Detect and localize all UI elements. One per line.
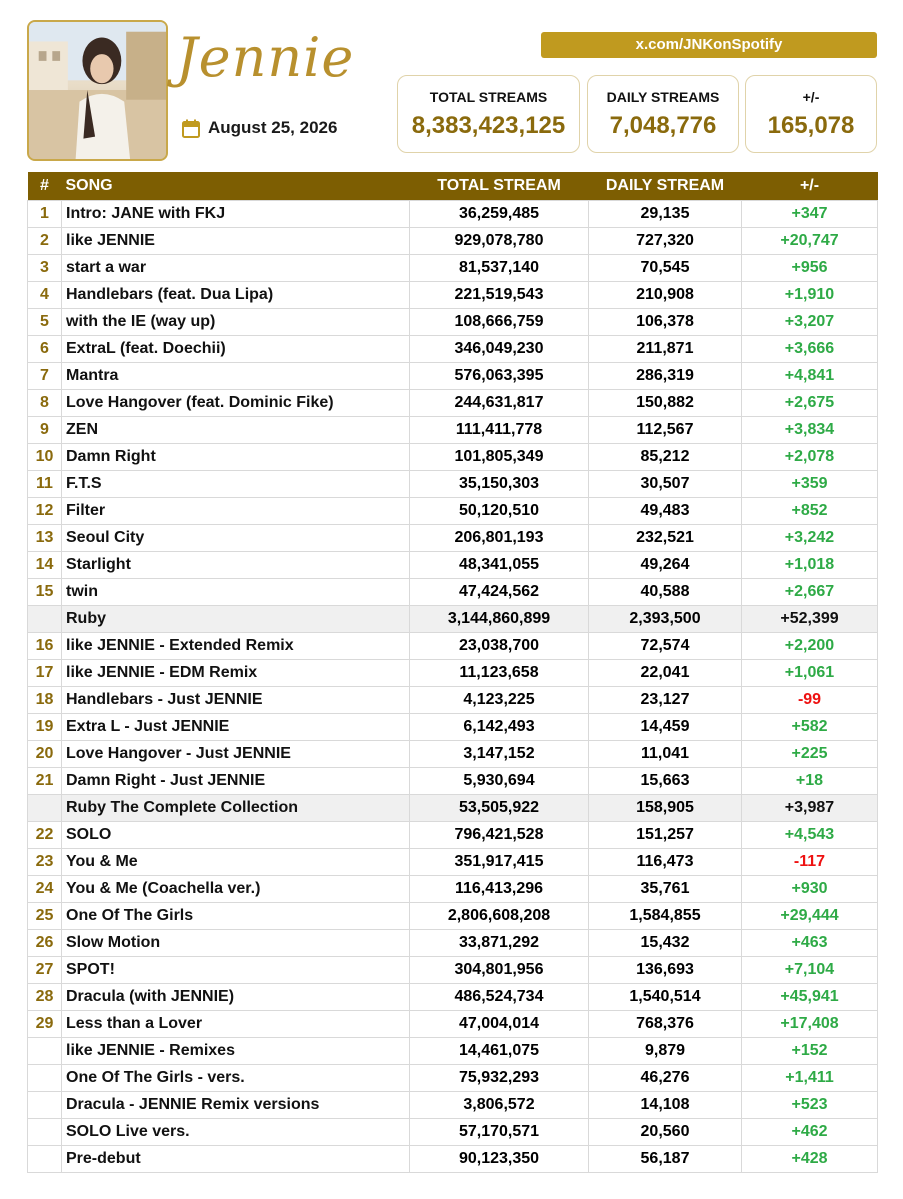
song-title-cell: One Of The Girls — [62, 902, 410, 929]
table-row — [28, 524, 878, 551]
change-cell: +4,841 — [742, 362, 878, 389]
table-row — [28, 659, 878, 686]
song-title-cell: You & Me — [62, 848, 410, 875]
song-title-cell: Ruby — [62, 605, 410, 632]
daily-stream-cell: 106,378 — [589, 308, 742, 335]
rank-cell: 8 — [28, 389, 62, 416]
table-row — [28, 1064, 878, 1091]
rank-cell: 21 — [28, 767, 62, 794]
daily-streams-card — [587, 75, 739, 153]
rank-cell: 23 — [28, 848, 62, 875]
total-stream-cell: 486,524,734 — [410, 983, 589, 1010]
song-title-cell: SOLO Live vers. — [62, 1118, 410, 1145]
daily-stream-cell: 72,574 — [589, 632, 742, 659]
daily-stream-cell: 9,879 — [589, 1037, 742, 1064]
daily-stream-cell: 158,905 — [589, 794, 742, 821]
column-header-total-stream: TOTAL STREAM — [410, 172, 589, 200]
change-cell: +3,666 — [742, 335, 878, 362]
daily-stream-cell: 20,560 — [589, 1118, 742, 1145]
calendar-icon — [182, 119, 200, 138]
table-row — [28, 362, 878, 389]
table-row — [28, 551, 878, 578]
rank-cell: 27 — [28, 956, 62, 983]
rank-cell: 20 — [28, 740, 62, 767]
song-title-cell: Mantra — [62, 362, 410, 389]
column-header-daily-stream: DAILY STREAM — [589, 172, 742, 200]
change-cell: +2,078 — [742, 443, 878, 470]
total-stream-cell: 90,123,350 — [410, 1145, 589, 1172]
change-cell: +359 — [742, 470, 878, 497]
daily-stream-cell: 35,761 — [589, 875, 742, 902]
change-value: 165,078 — [767, 112, 855, 139]
total-stream-cell: 111,411,778 — [410, 416, 589, 443]
total-stream-cell: 244,631,817 — [410, 389, 589, 416]
song-title-cell: One Of The Girls - vers. — [62, 1064, 410, 1091]
total-stream-cell: 57,170,571 — [410, 1118, 589, 1145]
change-cell: +2,667 — [742, 578, 878, 605]
song-title-cell: Extra L - Just JENNIE — [62, 713, 410, 740]
daily-stream-cell: 136,693 — [589, 956, 742, 983]
change-cell: +930 — [742, 875, 878, 902]
daily-stream-cell: 40,588 — [589, 578, 742, 605]
song-title-cell: Less than a Lover — [62, 1010, 410, 1037]
rank-cell: 26 — [28, 929, 62, 956]
rank-cell: 24 — [28, 875, 62, 902]
daily-stream-cell: 1,584,855 — [589, 902, 742, 929]
total-stream-cell: 5,930,694 — [410, 767, 589, 794]
table-row — [28, 497, 878, 524]
daily-stream-cell: 727,320 — [589, 227, 742, 254]
change-label: +/- — [802, 89, 820, 105]
streams-table — [27, 172, 878, 1173]
total-stream-cell: 4,123,225 — [410, 686, 589, 713]
rank-cell: 16 — [28, 632, 62, 659]
rank-cell: 28 — [28, 983, 62, 1010]
table-row — [28, 308, 878, 335]
change-cell: +852 — [742, 497, 878, 524]
total-stream-cell: 351,917,415 — [410, 848, 589, 875]
total-stream-cell: 796,421,528 — [410, 821, 589, 848]
change-cell: +523 — [742, 1091, 878, 1118]
total-stream-cell: 35,150,303 — [410, 470, 589, 497]
song-title-cell: Starlight — [62, 551, 410, 578]
change-cell: +1,018 — [742, 551, 878, 578]
song-title-cell: Filter — [62, 497, 410, 524]
total-stream-cell: 2,806,608,208 — [410, 902, 589, 929]
daily-stream-cell: 49,264 — [589, 551, 742, 578]
daily-stream-cell: 150,882 — [589, 389, 742, 416]
change-cell: +956 — [742, 254, 878, 281]
table-row — [28, 983, 878, 1010]
rank-cell: 6 — [28, 335, 62, 362]
rank-cell: 2 — [28, 227, 62, 254]
table-row — [28, 875, 878, 902]
total-stream-cell: 6,142,493 — [410, 713, 589, 740]
artist-photo — [27, 20, 168, 161]
song-title-cell: Slow Motion — [62, 929, 410, 956]
daily-stream-cell: 232,521 — [589, 524, 742, 551]
table-header-row — [28, 172, 878, 200]
rank-cell: 18 — [28, 686, 62, 713]
table-row — [28, 929, 878, 956]
rank-cell — [28, 1091, 62, 1118]
rank-cell — [28, 1118, 62, 1145]
song-title-cell: start a war — [62, 254, 410, 281]
rank-cell — [28, 1145, 62, 1172]
daily-stream-cell: 14,459 — [589, 713, 742, 740]
daily-stream-cell: 286,319 — [589, 362, 742, 389]
song-title-cell: Handlebars - Just JENNIE — [62, 686, 410, 713]
song-title-cell: Love Hangover (feat. Dominic Fike) — [62, 389, 410, 416]
rank-cell: 14 — [28, 551, 62, 578]
total-streams-card — [397, 75, 580, 153]
daily-stream-cell: 112,567 — [589, 416, 742, 443]
daily-stream-cell: 210,908 — [589, 281, 742, 308]
change-cell: +1,061 — [742, 659, 878, 686]
table-row — [28, 1091, 878, 1118]
total-stream-cell: 929,078,780 — [410, 227, 589, 254]
song-title-cell: twin — [62, 578, 410, 605]
rank-cell: 15 — [28, 578, 62, 605]
table-row — [28, 578, 878, 605]
total-stream-cell: 47,004,014 — [410, 1010, 589, 1037]
rank-cell: 5 — [28, 308, 62, 335]
daily-stream-cell: 22,041 — [589, 659, 742, 686]
change-cell: +20,747 — [742, 227, 878, 254]
change-cell: +3,242 — [742, 524, 878, 551]
daily-stream-cell: 56,187 — [589, 1145, 742, 1172]
total-stream-cell: 48,341,055 — [410, 551, 589, 578]
rank-cell: 12 — [28, 497, 62, 524]
song-title-cell: F.T.S — [62, 470, 410, 497]
daily-stream-cell: 211,871 — [589, 335, 742, 362]
song-title-cell: ZEN — [62, 416, 410, 443]
song-title-cell: like JENNIE - Extended Remix — [62, 632, 410, 659]
table-row — [28, 821, 878, 848]
album-row — [28, 794, 878, 821]
table-row — [28, 335, 878, 362]
change-cell: +463 — [742, 929, 878, 956]
table-row — [28, 1118, 878, 1145]
change-cell: +7,104 — [742, 956, 878, 983]
table-row — [28, 848, 878, 875]
daily-stream-cell: 2,393,500 — [589, 605, 742, 632]
song-title-cell: Damn Right — [62, 443, 410, 470]
total-stream-cell: 81,537,140 — [410, 254, 589, 281]
rank-cell: 3 — [28, 254, 62, 281]
table-row — [28, 389, 878, 416]
table-row — [28, 902, 878, 929]
daily-stream-cell: 15,663 — [589, 767, 742, 794]
change-cell: +4,543 — [742, 821, 878, 848]
daily-stream-cell: 30,507 — [589, 470, 742, 497]
change-cell: +45,941 — [742, 983, 878, 1010]
daily-stream-cell: 151,257 — [589, 821, 742, 848]
table-row — [28, 686, 878, 713]
daily-streams-value: 7,048,776 — [609, 112, 717, 139]
change-cell: +18 — [742, 767, 878, 794]
daily-stream-cell: 14,108 — [589, 1091, 742, 1118]
album-row — [28, 605, 878, 632]
daily-stream-cell: 49,483 — [589, 497, 742, 524]
song-title-cell: Love Hangover - Just JENNIE — [62, 740, 410, 767]
table-row — [28, 227, 878, 254]
song-title-cell: like JENNIE - EDM Remix — [62, 659, 410, 686]
daily-stream-cell: 46,276 — [589, 1064, 742, 1091]
table-body — [28, 200, 878, 1172]
rank-cell: 29 — [28, 1010, 62, 1037]
song-title-cell: Damn Right - Just JENNIE — [62, 767, 410, 794]
change-cell: -99 — [742, 686, 878, 713]
rank-cell — [28, 1064, 62, 1091]
rank-cell: 22 — [28, 821, 62, 848]
rank-cell: 13 — [28, 524, 62, 551]
total-stream-cell: 53,505,922 — [410, 794, 589, 821]
table-row — [28, 281, 878, 308]
change-cell: +582 — [742, 713, 878, 740]
total-stream-cell: 101,805,349 — [410, 443, 589, 470]
total-streams-value: 8,383,423,125 — [411, 112, 566, 139]
table-row — [28, 443, 878, 470]
daily-stream-cell: 23,127 — [589, 686, 742, 713]
date-row — [182, 118, 337, 138]
table-row — [28, 713, 878, 740]
change-cell: +1,910 — [742, 281, 878, 308]
daily-stream-cell: 85,212 — [589, 443, 742, 470]
rank-cell: 1 — [28, 200, 62, 227]
change-cell: +2,200 — [742, 632, 878, 659]
table-row — [28, 1010, 878, 1037]
table-row — [28, 416, 878, 443]
daily-stream-cell: 768,376 — [589, 1010, 742, 1037]
total-stream-cell: 206,801,193 — [410, 524, 589, 551]
total-stream-cell: 14,461,075 — [410, 1037, 589, 1064]
report-date: August 25, 2026 — [208, 118, 338, 137]
daily-stream-cell: 11,041 — [589, 740, 742, 767]
song-title-cell: SOLO — [62, 821, 410, 848]
total-stream-cell: 221,519,543 — [410, 281, 589, 308]
change-cell: +462 — [742, 1118, 878, 1145]
change-cell: +17,408 — [742, 1010, 878, 1037]
total-stream-cell: 3,144,860,899 — [410, 605, 589, 632]
table-row — [28, 200, 878, 227]
total-stream-cell: 116,413,296 — [410, 875, 589, 902]
change-cell: +152 — [742, 1037, 878, 1064]
table-row — [28, 740, 878, 767]
rank-cell: 17 — [28, 659, 62, 686]
rank-cell: 10 — [28, 443, 62, 470]
rank-cell — [28, 1037, 62, 1064]
change-cell: +52,399 — [742, 605, 878, 632]
total-stream-cell: 36,259,485 — [410, 200, 589, 227]
song-title-cell: Handlebars (feat. Dua Lipa) — [62, 281, 410, 308]
change-cell: +1,411 — [742, 1064, 878, 1091]
change-cell: +3,987 — [742, 794, 878, 821]
change-cell: +29,444 — [742, 902, 878, 929]
table-row — [28, 632, 878, 659]
total-stream-cell: 346,049,230 — [410, 335, 589, 362]
total-stream-cell: 47,424,562 — [410, 578, 589, 605]
rank-cell: 19 — [28, 713, 62, 740]
song-title-cell: Pre-debut — [62, 1145, 410, 1172]
column-header-change: +/- — [742, 172, 878, 200]
total-stream-cell: 576,063,395 — [410, 362, 589, 389]
change-card — [745, 75, 877, 153]
table-row — [28, 1037, 878, 1064]
song-title-cell: ExtraL (feat. Doechii) — [62, 335, 410, 362]
column-header-rank: # — [28, 172, 62, 200]
rank-cell: 4 — [28, 281, 62, 308]
daily-stream-cell: 1,540,514 — [589, 983, 742, 1010]
table-row — [28, 1145, 878, 1172]
rank-cell: 9 — [28, 416, 62, 443]
column-header-song: SONG — [62, 172, 410, 200]
total-stream-cell: 23,038,700 — [410, 632, 589, 659]
daily-stream-cell: 116,473 — [589, 848, 742, 875]
change-cell: +347 — [742, 200, 878, 227]
song-title-cell: Dracula - JENNIE Remix versions — [62, 1091, 410, 1118]
change-cell: +225 — [742, 740, 878, 767]
song-title-cell: Intro: JANE with FKJ — [62, 200, 410, 227]
change-cell: +3,207 — [742, 308, 878, 335]
total-stream-cell: 3,147,152 — [410, 740, 589, 767]
rank-cell — [28, 794, 62, 821]
table-row — [28, 254, 878, 281]
rank-cell: 11 — [28, 470, 62, 497]
artist-name: Jennie — [176, 26, 355, 89]
song-title-cell: like JENNIE — [62, 227, 410, 254]
rank-cell: 7 — [28, 362, 62, 389]
total-stream-cell: 304,801,956 — [410, 956, 589, 983]
daily-streams-label: DAILY STREAMS — [606, 89, 720, 105]
table-row — [28, 470, 878, 497]
song-title-cell: Dracula (with JENNIE) — [62, 983, 410, 1010]
total-stream-cell: 50,120,510 — [410, 497, 589, 524]
rank-cell: 25 — [28, 902, 62, 929]
social-handle-link[interactable]: x.com/JNKonSpotify — [541, 32, 877, 58]
change-cell: -117 — [742, 848, 878, 875]
table-row — [28, 767, 878, 794]
daily-stream-cell: 15,432 — [589, 929, 742, 956]
total-stream-cell: 11,123,658 — [410, 659, 589, 686]
rank-cell — [28, 605, 62, 632]
table-row — [28, 956, 878, 983]
change-cell: +3,834 — [742, 416, 878, 443]
song-title-cell: You & Me (Coachella ver.) — [62, 875, 410, 902]
total-stream-cell: 75,932,293 — [410, 1064, 589, 1091]
change-cell: +2,675 — [742, 389, 878, 416]
daily-stream-cell: 70,545 — [589, 254, 742, 281]
total-streams-label: TOTAL STREAMS — [429, 89, 548, 105]
song-title-cell: Seoul City — [62, 524, 410, 551]
total-stream-cell: 108,666,759 — [410, 308, 589, 335]
song-title-cell: Ruby The Complete Collection — [62, 794, 410, 821]
song-title-cell: SPOT! — [62, 956, 410, 983]
change-cell: +428 — [742, 1145, 878, 1172]
song-title-cell: like JENNIE - Remixes — [62, 1037, 410, 1064]
total-stream-cell: 33,871,292 — [410, 929, 589, 956]
song-title-cell: with the IE (way up) — [62, 308, 410, 335]
total-stream-cell: 3,806,572 — [410, 1091, 589, 1118]
daily-stream-cell: 29,135 — [589, 200, 742, 227]
